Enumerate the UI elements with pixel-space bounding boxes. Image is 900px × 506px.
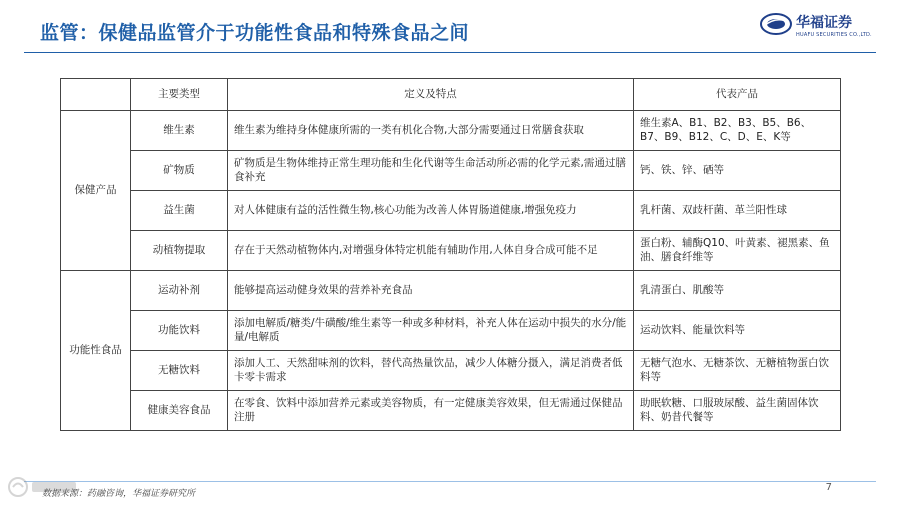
page-title: 监管：保健品监管介于功能性食品和特殊食品之间 [40, 22, 470, 44]
type-cell: 维生素 [131, 111, 228, 151]
definition-cell: 在零食、饮料中添加营养元素或美容物质，有一定健康美容效果，但无需通过保健品注册 [228, 391, 634, 431]
header-cell-definition: 定义及特点 [228, 79, 634, 111]
logo-english-text: HUAFU SECURITIES CO.,LTD. [796, 32, 872, 38]
table-row [61, 271, 841, 311]
products-cell: 助眠软糖、口服玻尿酸、益生菌固体饮料、奶昔代餐等 [634, 391, 841, 431]
type-cell: 动植物提取 [131, 231, 228, 271]
definition-cell: 矿物质是生物体维持正常生理功能和生化代谢等生命活动所必需的化学元素,需通过膳食补充 [228, 151, 634, 191]
data-source-note: 数据来源：药融咨询，华福证券研究所 [42, 489, 196, 499]
products-cell: 乳清蛋白、肌酸等 [634, 271, 841, 311]
table-row [61, 111, 841, 151]
products-cell: 蛋白粉、辅酶Q10、叶黄素、褪黑素、鱼油、膳食纤维等 [634, 231, 841, 271]
type-cell: 矿物质 [131, 151, 228, 191]
definition-cell: 对人体健康有益的活性微生物,核心功能为改善人体胃肠道健康,增强免疫力 [228, 191, 634, 231]
definition-cell: 存在于天然动植物体内,对增强身体特定机能有辅助作用,人体自身合成可能不足 [228, 231, 634, 271]
type-cell: 益生菌 [131, 191, 228, 231]
logo-mark-icon [760, 12, 792, 36]
definition-cell: 添加电解质/糖类/牛磺酸/维生素等一种或多种材料，补充人体在运动中损失的水分/能量/电解质 [228, 311, 634, 351]
category-cell: 保健产品 [61, 111, 131, 271]
title-divider [24, 52, 876, 53]
table-row [61, 151, 841, 191]
header-cell-empty [61, 79, 131, 111]
table-row [61, 351, 841, 391]
type-cell: 运动补剂 [131, 271, 228, 311]
products-cell: 乳杆菌、双歧杆菌、革兰阳性球 [634, 191, 841, 231]
page-number: 7 [825, 482, 832, 493]
product-classification-table [60, 78, 841, 431]
definition-cell: 添加人工、天然甜味剂的饮料，替代高热量饮品，减少人体糖分摄入，满足消费者低卡零卡需求 [228, 351, 634, 391]
definition-cell: 能够提高运动健身效果的营养补充食品 [228, 271, 634, 311]
header-cell-products: 代表产品 [634, 79, 841, 111]
table-row [61, 191, 841, 231]
definition-cell: 维生素为维持身体健康所需的一类有机化合物,大部分需要通过日常膳食获取 [228, 111, 634, 151]
type-cell: 无糖饮料 [131, 351, 228, 391]
table-header-row [61, 79, 841, 111]
table-row [61, 311, 841, 351]
table-row [61, 391, 841, 431]
table-row [61, 231, 841, 271]
products-cell: 无糖气泡水、无糖茶饮、无糖植物蛋白饮料等 [634, 351, 841, 391]
category-cell: 功能性食品 [61, 271, 131, 431]
type-cell: 功能饮料 [131, 311, 228, 351]
products-cell: 运动饮料、能量饮料等 [634, 311, 841, 351]
footer-divider [24, 481, 876, 482]
type-cell: 健康美容食品 [131, 391, 228, 431]
products-cell: 维生素A、B1、B2、B3、B5、B6、B7、B9、B12、C、D、E、K等 [634, 111, 841, 151]
products-cell: 钙、铁、锌、硒等 [634, 151, 841, 191]
header-cell-type: 主要类型 [131, 79, 228, 111]
logo-text: 华福证券 [796, 15, 852, 31]
company-logo [760, 10, 890, 46]
